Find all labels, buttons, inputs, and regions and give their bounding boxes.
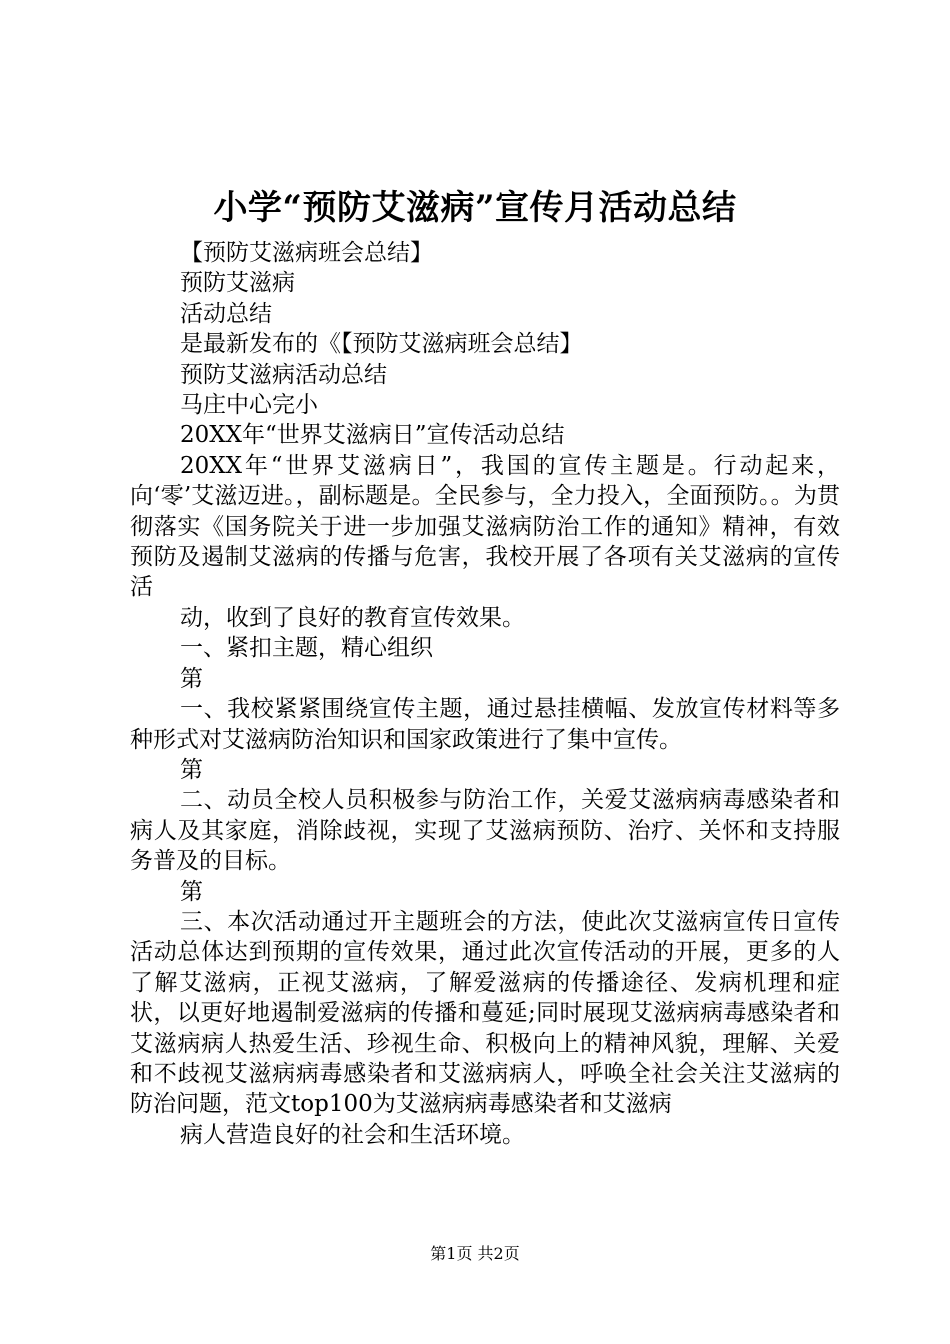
paragraph: 第	[180, 756, 203, 783]
paragraph: 马庄中心完小	[180, 392, 318, 419]
paragraph: 一、紧扣主题，精心组织	[180, 635, 433, 662]
paragraph: 第	[180, 878, 203, 905]
paragraph: 20XX年“世界艾滋病日”宣传活动总结	[180, 422, 565, 449]
paragraph: 动，收到了良好的教育宣传效果。	[180, 604, 525, 631]
document-title: 小学“预防艾滋病”宣传月活动总结	[213, 188, 737, 228]
paragraph: 【预防艾滋病班会总结】	[180, 240, 433, 266]
paragraph: 活动总结	[180, 300, 272, 327]
paragraph: 三、本次活动通过开主题班会的方法，使此次艾滋病宣传日宣传活动总体达到预期的宣传效果，通过此次宣传活动的开展，更多的人了解艾滋病，正视艾滋病，了解爱滋病的传播途径、发病机理和症状，以更好地遏制爱滋病的传播和蔓延;同时展现艾滋病病毒感染者和艾滋病病人热爱生活、珍视生命、积极向上的精神风貌，理解、关爱和不歧视艾滋病病毒感染者和艾滋病病人，呼唤全社会关注艾滋病的防治问题，范文top100为艾滋病病毒感染者和艾滋病	[130, 908, 840, 1118]
paragraph: 是最新发布的《【预防艾滋病班会总结】	[180, 331, 583, 358]
page-footer: 第1页 共2页	[430, 1244, 520, 1263]
paragraph: 二、动员全校人员积极参与防治工作，关爱艾滋病病毒感染者和病人及其家庭，消除歧视，实现了艾滋病预防、治疗、关怀和支持服务普及的目标。	[130, 787, 840, 875]
paragraph: 第	[180, 665, 203, 692]
paragraph: 一、我校紧紧围绕宣传主题，通过悬挂横幅、发放宣传材料等多种形式对艾滋病防治知识和国家政策进行了集中宣传。	[130, 696, 840, 753]
paragraph: 预防艾滋病活动总结	[180, 361, 387, 388]
paragraph: 预防艾滋病	[180, 270, 295, 297]
document-body	[130, 238, 840, 1150]
paragraph: 病人营造良好的社会和生活环境。	[180, 1121, 525, 1148]
paragraph: 20XX年“世界艾滋病日”，我国的宣传主题是。行动起来，向‘零’艾滋迈进。，副标题是。全民参与，全力投入，全面预防。。为贯彻落实《国务院关于进一步加强艾滋病防治工作的通知》精神，有效预防及遏制艾滋病的传播与危害，我校开展了各项有关艾滋病的宣传活	[130, 452, 840, 601]
